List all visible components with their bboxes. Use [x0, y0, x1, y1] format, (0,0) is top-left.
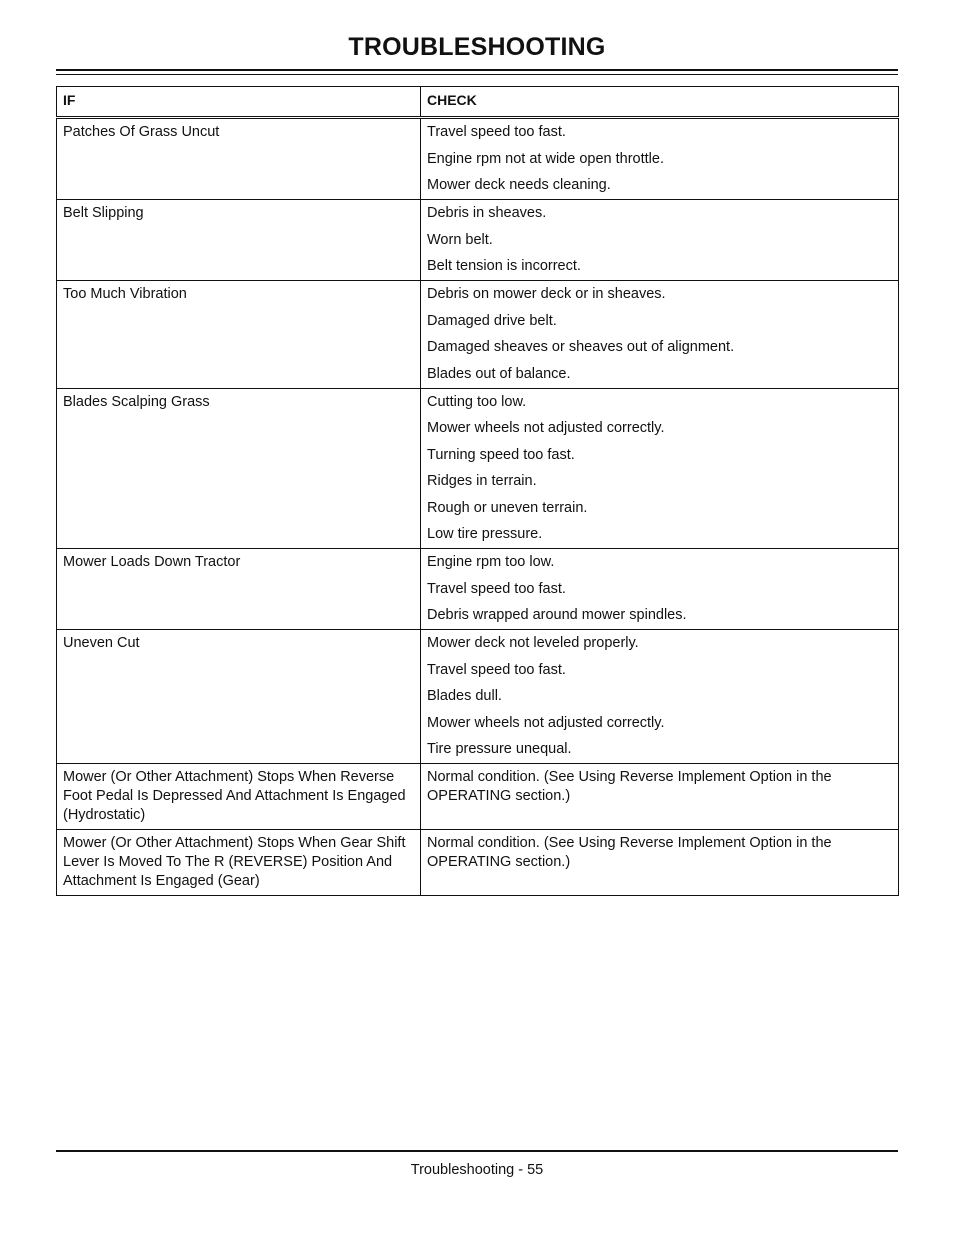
if-cell: Blades Scalping Grass	[57, 388, 421, 549]
check-item: Cutting too low.	[427, 393, 527, 410]
check-item: Blades out of balance.	[427, 365, 571, 382]
table-row	[57, 388, 899, 549]
if-cell: Uneven Cut	[57, 630, 421, 764]
check-item: Debris in sheaves.	[427, 205, 547, 221]
check-item: Engine rpm too low.	[427, 554, 555, 570]
check-item: Mower wheels not adjusted correctly.	[427, 420, 665, 436]
if-cell: Mower Loads Down Tractor	[57, 549, 421, 630]
check-cell	[421, 200, 899, 281]
check-item: Debris on mower deck or in sheaves.	[427, 286, 666, 302]
table-row	[57, 764, 899, 830]
if-cell: Belt Slipping	[57, 200, 421, 281]
if-cell: Mower (Or Other Attachment) Stops When Reverse Foot Pedal Is Depressed And Attachment Is Engaged (Hydrostatic)	[57, 764, 421, 830]
check-item: Blades dull.	[427, 688, 502, 704]
table-row	[57, 118, 899, 200]
check-item: Low tire pressure.	[427, 526, 543, 542]
page-title: TROUBLESHOOTING	[348, 33, 606, 61]
check-item: Mower deck not leveled properly.	[427, 635, 639, 651]
title-rule-top	[56, 69, 898, 71]
if-cell: Mower (Or Other Attachment) Stops When Gear Shift Lever Is Moved To The R (REVERSE) Position And Attachment Is Engaged (Gear)	[57, 830, 421, 896]
header-check: CHECK	[421, 87, 899, 118]
footer-rule	[56, 1150, 898, 1152]
table-header-row	[57, 87, 899, 118]
check-cell	[421, 764, 899, 830]
table-row	[57, 281, 899, 389]
table-row	[57, 549, 899, 630]
check-item: Tire pressure unequal.	[427, 741, 572, 757]
table-body	[57, 118, 899, 896]
title-rule-bottom	[56, 74, 898, 75]
check-cell	[421, 630, 899, 764]
header-if: IF	[57, 87, 421, 118]
page-footer: Troubleshooting - 55	[410, 1162, 544, 1178]
check-item: Normal condition. (See Using Reverse Implement Option in the OPERATING section.)	[427, 835, 832, 870]
check-cell	[421, 830, 899, 896]
check-item: Travel speed too fast.	[427, 661, 566, 678]
check-item: Damaged sheaves or sheaves out of alignment.	[427, 339, 735, 355]
check-cell	[421, 118, 899, 200]
check-item: Mower wheels not adjusted correctly.	[427, 714, 665, 731]
table-row	[57, 200, 899, 281]
check-item: Mower deck needs cleaning.	[427, 177, 611, 193]
table-row	[57, 830, 899, 896]
check-item: Debris wrapped around mower spindles.	[427, 607, 687, 623]
check-item: Damaged drive belt.	[427, 312, 557, 329]
check-item: Worn belt.	[427, 231, 493, 248]
check-cell	[421, 549, 899, 630]
check-item: Ridges in terrain.	[427, 473, 537, 489]
check-item: Normal condition. (See Using Reverse Implement Option in the OPERATING section.)	[427, 769, 832, 804]
troubleshooting-table	[56, 86, 899, 896]
check-item: Travel speed too fast.	[427, 124, 566, 140]
check-item: Belt tension is incorrect.	[427, 258, 581, 274]
check-item: Engine rpm not at wide open throttle.	[427, 150, 664, 167]
check-cell	[421, 281, 899, 389]
check-item: Rough or uneven terrain.	[427, 499, 588, 516]
if-cell: Too Much Vibration	[57, 281, 421, 389]
table-row	[57, 630, 899, 764]
check-cell	[421, 388, 899, 549]
if-cell: Patches Of Grass Uncut	[57, 118, 421, 200]
check-item: Travel speed too fast.	[427, 580, 566, 597]
check-item: Turning speed too fast.	[427, 446, 575, 463]
